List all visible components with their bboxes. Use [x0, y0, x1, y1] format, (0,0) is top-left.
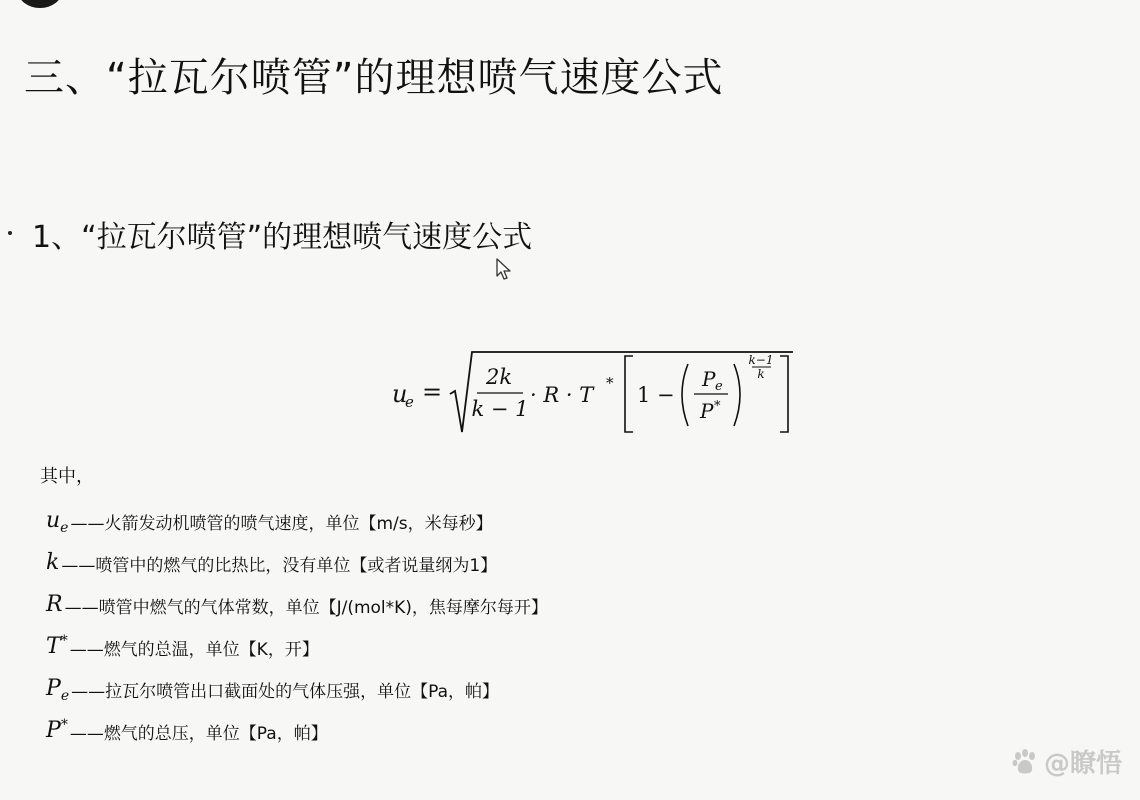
formula-one-minus: 1 − — [637, 383, 675, 407]
formula-p-num: P — [702, 367, 716, 391]
definition-symbol: $P_e$ — [46, 675, 70, 704]
definition-description: ——火箭发动机喷管的喷气速度，单位【m/s，米每秒】 — [70, 513, 493, 534]
mouse-pointer-icon — [496, 258, 512, 282]
watermark — [1010, 743, 1122, 780]
formula-paren-left — [682, 364, 688, 426]
definition-symbol: T* — [46, 632, 68, 659]
formula-p-num-sub: e — [715, 379, 723, 394]
definition-description: ——燃气的总温，单位【K，开】 — [69, 639, 319, 660]
definition-symbol: R — [46, 591, 63, 617]
formula-p-den: P — [700, 399, 714, 423]
definition-description: ——喷管中的燃气的比热比，没有单位【或者说量纲为1】 — [61, 555, 498, 576]
formula-lhs-sub: e — [405, 393, 414, 411]
definition-list — [46, 500, 548, 752]
definition-row — [46, 500, 548, 542]
formula-paren-right — [734, 364, 740, 426]
formula-bracket-left — [625, 356, 633, 432]
velocity-formula — [388, 348, 798, 440]
formula-p-den-star: * — [714, 399, 721, 414]
definition-symbol: $u_e$ — [46, 507, 69, 536]
formula-exp-den: k — [757, 367, 765, 381]
definition-symbol: k — [46, 549, 60, 575]
formula-middle: · R · T — [530, 383, 594, 407]
formula-lhs-u: u — [392, 380, 408, 408]
definition-row — [46, 626, 548, 668]
page-title: 三、“拉瓦尔喷管”的理想喷气速度公式 — [24, 55, 724, 101]
intro-text: 其中， — [40, 466, 94, 487]
top-corner-mark — [18, 0, 62, 8]
watermark-text: @瞭悟 — [1043, 749, 1122, 779]
definition-description: ——拉瓦尔喷管出口截面处的气体压强，单位【Pa，帕】 — [71, 681, 500, 702]
section-title: 1、“拉瓦尔喷管”的理想喷气速度公式 — [32, 220, 533, 255]
formula-frac-den: k − 1 — [471, 397, 529, 421]
definition-row — [46, 668, 548, 710]
formula-bracket-right — [780, 356, 788, 432]
formula-equals: = — [422, 378, 443, 406]
bullet-dot — [8, 231, 12, 235]
definition-row — [46, 542, 548, 584]
definition-symbol: P* — [46, 716, 68, 743]
definition-description: ——燃气的总压，单位【Pa，帕】 — [69, 723, 328, 744]
formula-exp-num: k−1 — [748, 353, 774, 367]
formula-frac-num: 2k — [485, 365, 513, 389]
definition-row — [46, 710, 548, 752]
definition-row — [46, 584, 548, 626]
formula-t-star: * — [606, 374, 614, 392]
paw-logo-icon — [1010, 747, 1040, 777]
definition-description: ——喷管中燃气的气体常数，单位【J/(mol*K)，焦每摩尔每开】 — [64, 597, 548, 618]
